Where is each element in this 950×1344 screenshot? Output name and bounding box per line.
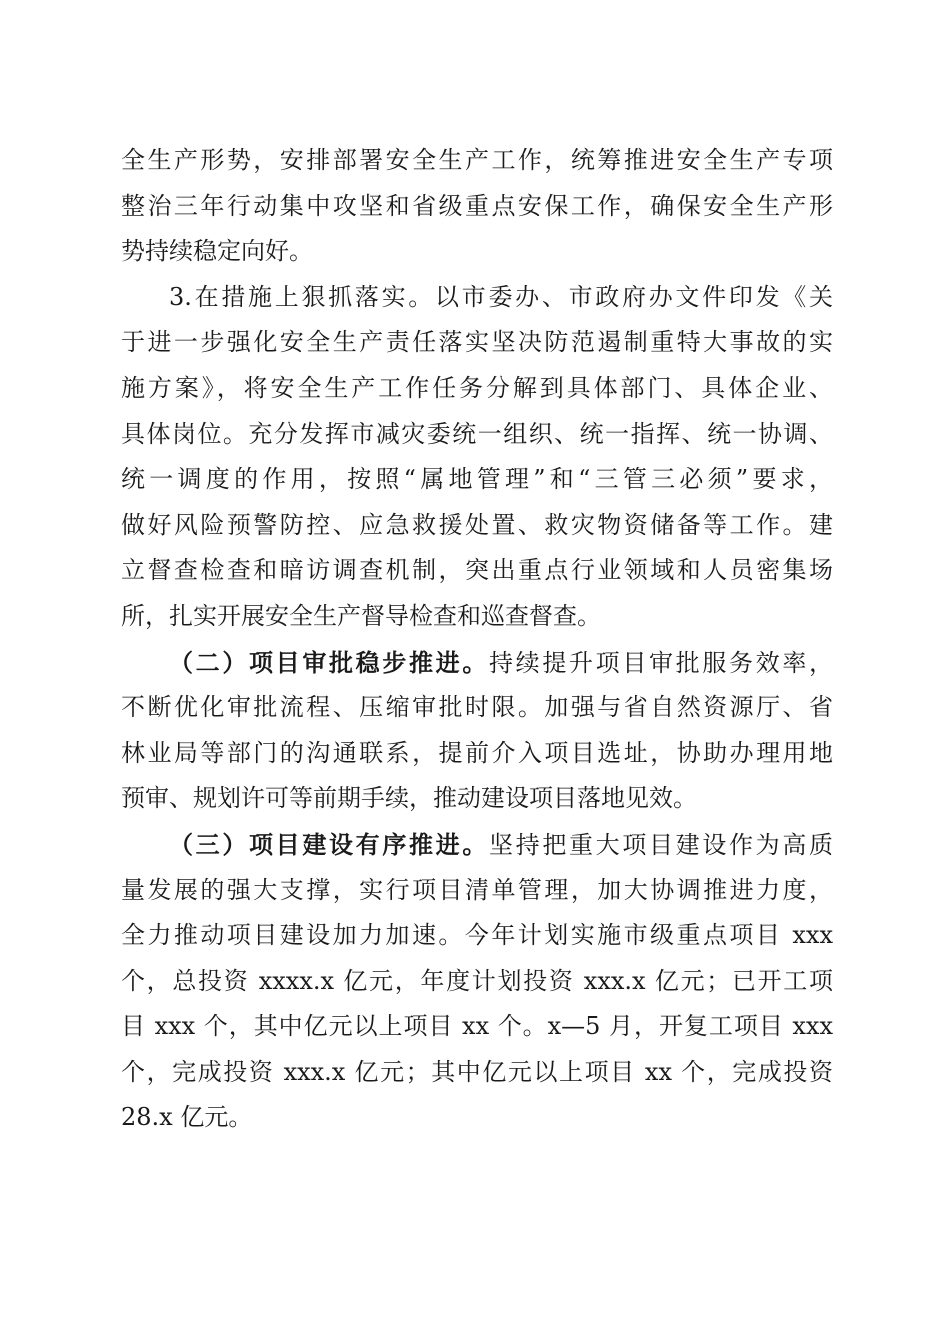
p2-line-4: 具体岗位。充分发挥市减灾委统一组织、统一指挥、统一协调、 [121, 419, 833, 448]
p4-line-1 [121, 822, 833, 868]
p3-line-1 [121, 640, 833, 686]
section-heading-3: （三）项目建设有序推进。 [169, 829, 489, 859]
p3-line-4: 预审、规划许可等前期手续，推动建设项目落地见效。 [121, 784, 697, 813]
p4-line-5: 目 xxx 个，其中亿元以上项目 xx 个。x—5 月，开复工项目 xxx [121, 1012, 833, 1041]
p1-line-1: 全生产形势，安排部署安全生产工作，统筹推进安全生产专项 [121, 146, 833, 174]
section-heading-2: （二）项目审批稳步推进。 [169, 647, 489, 677]
p2-line-6: 做好风险预警防控、应急救援处置、救灾物资储备等工作。建 [121, 510, 833, 539]
p4-line-3: 全力推动项目建设加力加速。今年计划实施市级重点项目 xxx [121, 921, 833, 950]
p4-line-6: 个，完成投资 xxx.x 亿元；其中亿元以上项目 xx 个，完成投资 [121, 1057, 833, 1086]
p2-line-7: 立督查检查和暗访调查机制，突出重点行业领域和人员密集场 [121, 556, 833, 585]
p2-line-3: 施方案》，将安全生产工作任务分解到具体部门、具体企业、 [121, 373, 833, 402]
body-text [121, 138, 833, 1141]
p4-line-1-rest: 坚持把重大项目建设作为高质 [489, 830, 833, 859]
p2-line-2: 于进一步强化安全生产责任落实坚决防范遏制重特大事故的实 [121, 328, 833, 357]
p2-line-8: 所，扎实开展安全生产督导检查和巡查督查。 [121, 601, 601, 630]
p2-line-1: 3.在措施上狠抓落实。以市委办、市政府办文件印发《关 [169, 282, 833, 311]
p2-line-5: 统一调度的作用，按照“属地管理”和“三管三必须”要求， [121, 465, 833, 494]
p3-line-3: 林业局等部门的沟通联系，提前介入项目选址，协助办理用地 [121, 738, 833, 767]
p4-line-4: 个，总投资 xxxx.x 亿元，年度计划投资 xxx.x 亿元；已开工项 [121, 966, 833, 995]
p4-line-2: 量发展的强大支撑，实行项目清单管理，加大协调推进力度， [121, 875, 833, 904]
p3-line-2: 不断优化审批流程、压缩审批时限。加强与省自然资源厅、省 [121, 693, 833, 722]
p3-line-1-rest: 持续提升项目审批服务效率， [489, 648, 833, 677]
p4-line-7: 28.x 亿元。 [121, 1103, 253, 1132]
p1-line-3: 势持续稳定向好。 [121, 237, 313, 266]
p1-line-2: 整治三年行动集中攻坚和省级重点安保工作，确保安全生产形 [121, 191, 833, 220]
